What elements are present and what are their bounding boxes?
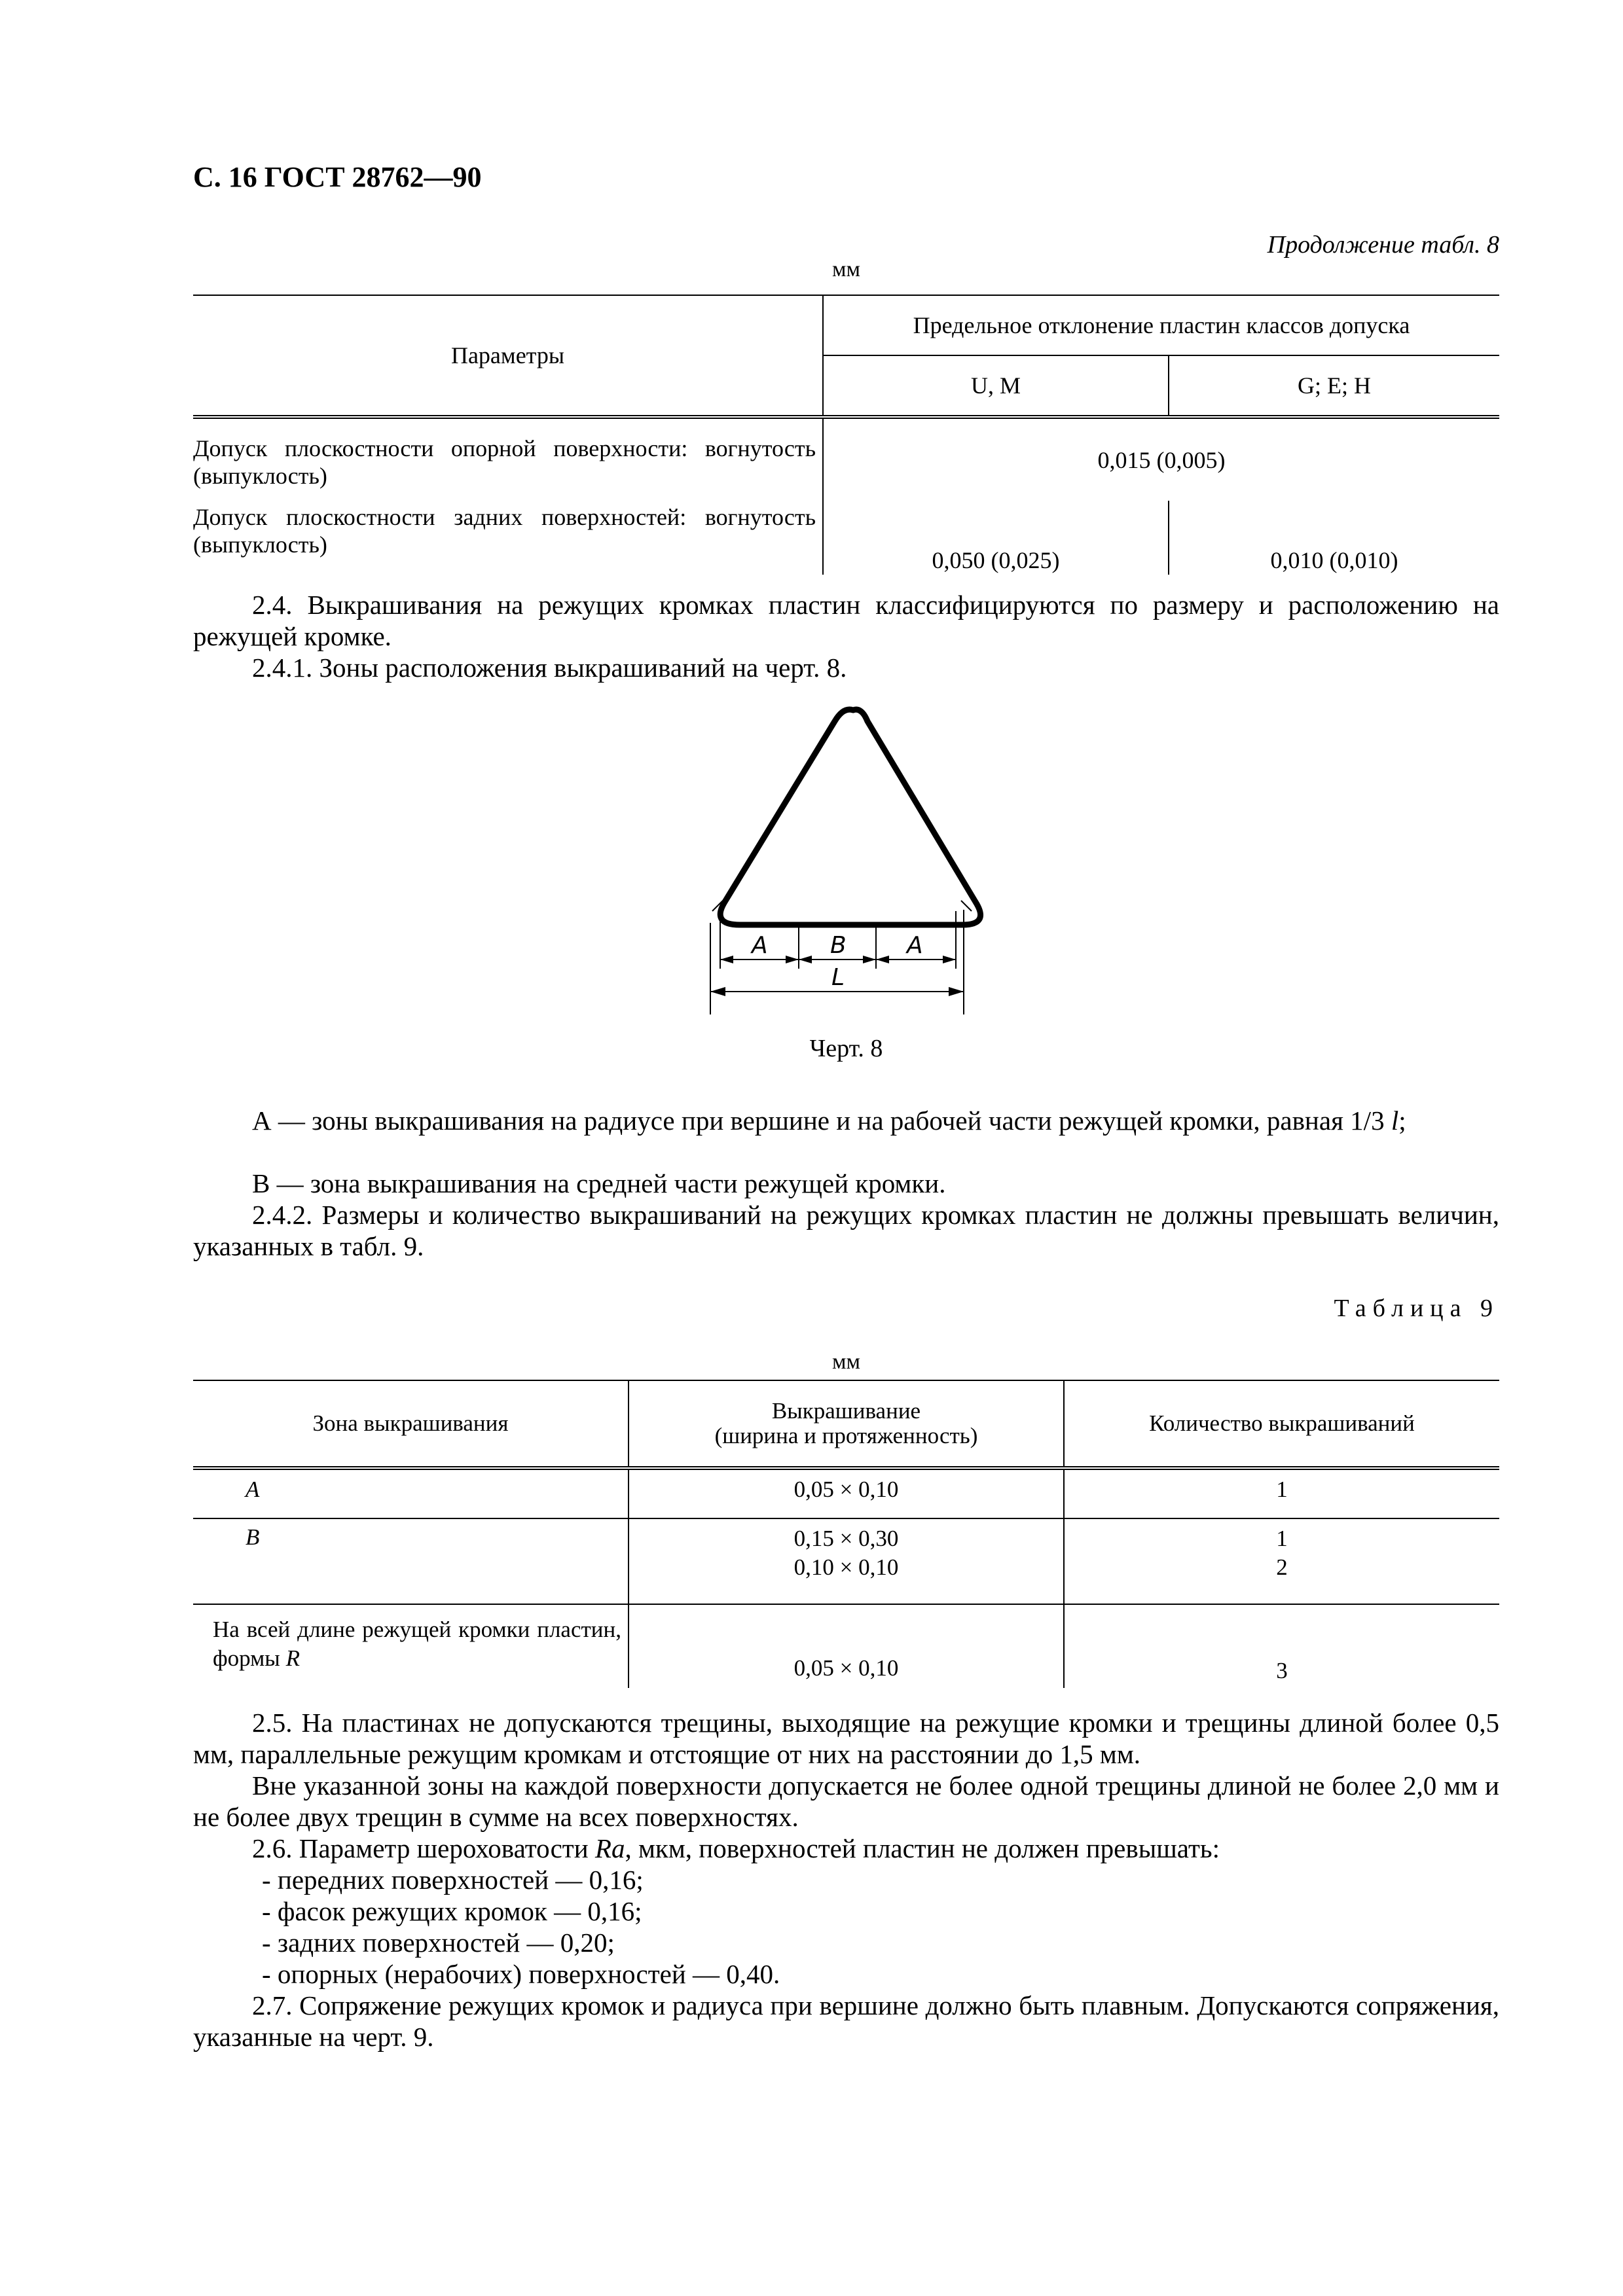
t9-header-zone: Зона выкрашивания [193, 1380, 629, 1468]
t8-row-2-um: 0,050 (0,025) [823, 501, 1169, 575]
zone-b-definition: В — зона выкрашивания на средней части режущей кромки. [252, 1168, 946, 1198]
figure-8-triangle [701, 700, 1002, 1028]
t9-row-b-chip-2: 0,10 × 0,10 [793, 1554, 899, 1580]
t8-header-geh: G; E; H [1169, 355, 1499, 417]
t9-row-b-count [1064, 1518, 1499, 1604]
t9-row-b-chip-1: 0,15 × 0,30 [793, 1526, 899, 1551]
zone-a-l: l [1391, 1105, 1399, 1136]
t9-row-full-zone [193, 1604, 629, 1688]
table9-title: Таблица 9 [1334, 1295, 1499, 1322]
para-2-6-post: , мкм, поверхностей пластин не должен превышать: [625, 1833, 1220, 1863]
t9-row-a-chip: 0,05 × 0,10 [629, 1468, 1064, 1518]
para-2-4-1: 2.4.1. Зоны расположения выкрашиваний на черт. 8. [252, 653, 847, 683]
para-2-6-ra: Ra [594, 1833, 625, 1863]
t8-header-um: U, M [823, 355, 1169, 417]
t9-row-full-zone-r: R [285, 1645, 300, 1671]
list-item: - передних поверхностей — 0,16; [262, 1865, 644, 1895]
t9-row-full [193, 1604, 1499, 1688]
t8-header-group: Предельное отклонение пластин классов допуска [823, 295, 1499, 355]
table8-unit: мм [831, 257, 861, 281]
list-item: - опорных (нерабочих) поверхностей — 0,40. [262, 1959, 780, 1989]
document-page [193, 0, 1499, 2296]
zone-a-end: ; [1398, 1105, 1406, 1136]
figure-label-b: B [830, 932, 847, 959]
figure-8-caption: Черт. 8 [809, 1035, 883, 1062]
t9-header-chip-line1: Выкрашивание [771, 1398, 921, 1424]
para-2-7: 2.7. Сопряжение режущих кромок и радиуса при вершине должно быть плавным. Допускаются сопряжения, указанные на черт. 9. [193, 1990, 1499, 2052]
t9-header-chip-line2: (ширина и протяженность) [714, 1423, 978, 1448]
t9-row-b [193, 1518, 1499, 1604]
t9-row-full-zone-text: На всей длине режущей кромки пластин, формы [213, 1617, 621, 1671]
roughness-list [193, 1864, 780, 1990]
para-2-6-pre: 2.6. Параметр шероховатости [252, 1833, 595, 1863]
t9-row-full-chip: 0,05 × 0,10 [629, 1604, 1064, 1688]
t9-row-full-count: 3 [1276, 1658, 1288, 1683]
t8-row-1-param: Допуск плоскостности опорной поверхности: вогнутость (выпуклость) [193, 417, 823, 501]
t8-row-2-geh: 0,010 (0,010) [1270, 547, 1398, 573]
t8-row-2-param: Допуск плоскостности задних поверхностей: вогнутость (выпуклость) [193, 501, 823, 575]
table-9 [193, 1380, 1499, 1688]
para-2-6 [193, 1833, 1499, 1864]
list-item: - фасок режущих кромок — 0,16; [262, 1896, 642, 1926]
figure-label-a-right: A [907, 932, 923, 959]
t8-row-1 [193, 417, 1499, 501]
table-8 [193, 295, 1499, 575]
figure-label-l: L [831, 964, 845, 991]
t9-row-a-zone: A [193, 1468, 629, 1518]
para-2-5-b: Вне указанной зоны на каждой поверхности допускается не более одной трещины длиной не более 2,0 мм и не более двух трещин в сумме на всех поверхностях. [193, 1770, 1499, 1832]
t9-row-a [193, 1468, 1499, 1518]
para-2-4: 2.4. Выкрашивания на режущих кромках пластин классифицируются по размеру и расположению на режущей кромке. [193, 590, 1499, 651]
list-item: - задних поверхностей — 0,20; [262, 1928, 615, 1958]
t9-row-b-zone: B [193, 1518, 629, 1604]
t8-row-2 [193, 501, 1499, 575]
para-2-5: 2.5. На пластинах не допускаются трещины, выходящие на режущие кромки и трещины длиной более 0,5 мм, параллельные режущим кромкам и отстоящие от них на расстоянии до 1,5 мм. [193, 1708, 1499, 1769]
t9-header-chip [629, 1380, 1064, 1468]
figure-label-a-left: A [752, 932, 768, 959]
t9-header-count: Количество выкрашиваний [1064, 1380, 1499, 1468]
t9-row-b-chip [629, 1518, 1064, 1604]
t8-header-params: Параметры [193, 295, 823, 417]
t9-row-a-count: 1 [1064, 1468, 1499, 1518]
zone-a-definition [193, 1105, 1499, 1136]
t9-row-b-count-2: 2 [1276, 1554, 1288, 1580]
page-header: С. 16 ГОСТ 28762—90 [193, 161, 482, 193]
para-2-4-2: 2.4.2. Размеры и количество выкрашиваний на режущих кромках пластин не должны превышать величин, указанных в табл. 9. [193, 1200, 1499, 1261]
table8-continuation-label: Продолжение табл. 8 [1267, 231, 1499, 259]
t9-row-b-count-1: 1 [1276, 1526, 1288, 1551]
t8-row-1-value: 0,015 (0,005) [1097, 446, 1226, 473]
zone-a-text: А — зоны выкрашивания на радиусе при вершине и на рабочей части режущей кромки, равная 1/3 [252, 1105, 1391, 1136]
table9-unit: мм [831, 1350, 861, 1374]
